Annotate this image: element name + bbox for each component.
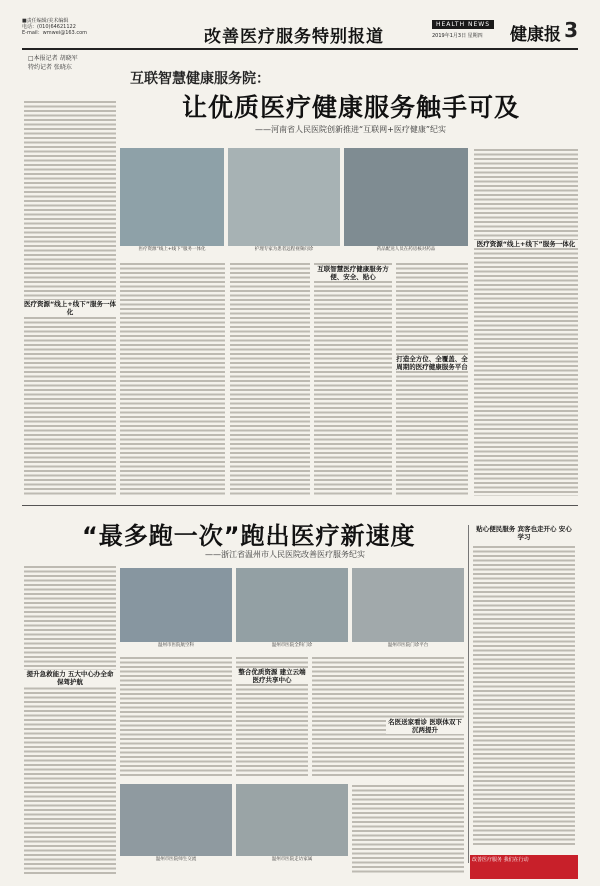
story1-section-title: 医疗资源“线上+线下”服务一体化	[24, 300, 116, 316]
photo-caption: 温州市医院走访家属	[236, 856, 348, 862]
story2-text-column	[352, 784, 464, 874]
footer-slogan: 改善医疗服务 我们在行动	[470, 855, 578, 879]
story1-text-column	[120, 262, 225, 497]
masthead-meta	[22, 18, 87, 36]
story2-sidebar	[468, 525, 575, 863]
sidebar-title: 贴心便民服务 宾客也走开心 安心学习	[473, 525, 575, 541]
story1-text-column	[474, 148, 578, 496]
photo-caption: 护理专家为患者远程视频问诊	[228, 246, 340, 252]
photo-caption: 温州市医院航空科	[120, 642, 232, 648]
story1-text-column	[230, 262, 310, 497]
byline-reporter: □本报记者 胡晓军	[28, 55, 78, 62]
photo-caption: 温州市医院师生交流	[120, 856, 232, 862]
story1-section-title: 互联智慧医疗健康服务方便、安全、贴心	[314, 265, 392, 281]
page-number: 3	[564, 18, 578, 42]
photo-caption: 药品配送人员在药房核对药品	[344, 246, 468, 252]
photo-remote-video	[228, 148, 340, 252]
story2-text-column	[312, 656, 464, 778]
paper-logo: 健康报	[510, 25, 561, 45]
photo-visit	[236, 784, 348, 862]
photo-caption: 温州市医院全科门诊	[236, 642, 348, 648]
story1-subhead: ——河南省人民医院创新推进“互联网+医疗健康”纪实	[255, 125, 446, 134]
health-news-tag: HEALTH NEWS	[432, 20, 494, 29]
story2-section-title: 整合优质资源 建立云端医疗共享中心	[236, 668, 308, 684]
story2-subhead: ——浙江省温州市人民医院改善医疗服务纪实	[205, 550, 365, 559]
photo-platform	[352, 568, 464, 648]
story2-section-title: 名医送家看诊 医联体双下沉两提升	[386, 718, 464, 734]
photo-consultation	[120, 148, 224, 252]
story2-text-column	[24, 565, 116, 875]
story1-text-column	[314, 262, 392, 497]
story1-text-column	[396, 262, 468, 497]
masthead	[22, 18, 578, 50]
photo-helicopter	[120, 568, 232, 648]
meta-line: 电话：(010)64621122	[22, 24, 76, 30]
story1-text-column	[24, 100, 116, 495]
meta-line: ■责任编辑/美术编辑	[22, 18, 69, 24]
byline-correspondent: 特约记者 张晓东	[28, 64, 72, 71]
issue-date: 2019年1月3日 星期四	[432, 33, 483, 39]
story2-section-title: 提升急救能力 五大中心办全命保驾护航	[24, 670, 116, 686]
photo-caption: 医疗资源“线上+线下”服务一体化	[120, 246, 224, 252]
story1-section-title: 医疗资源“线上+线下”服务一体化	[474, 240, 578, 248]
story1-kicker: 互联智慧健康服务院：	[130, 71, 270, 87]
photo-caption: 温州市医院门诊平台	[352, 642, 464, 648]
story2-text-column	[120, 656, 232, 778]
photo-students	[120, 784, 232, 862]
story1-headline: 让优质医疗健康服务触手可及	[182, 93, 521, 122]
story1-section-title: 打造全方位、全覆盖、全周期的医疗健康服务平台	[396, 355, 468, 371]
sidebar-text	[473, 545, 575, 845]
story2-headline: “最多跑一次”跑出医疗新速度	[82, 522, 416, 550]
byline	[28, 54, 98, 72]
section-title: 改善医疗服务特别报道	[204, 27, 384, 47]
photo-pharmacy	[344, 148, 468, 252]
meta-line: E-mail：wmwei@163.com	[22, 30, 88, 36]
story-divider	[22, 505, 578, 506]
photo-clinic	[236, 568, 348, 648]
